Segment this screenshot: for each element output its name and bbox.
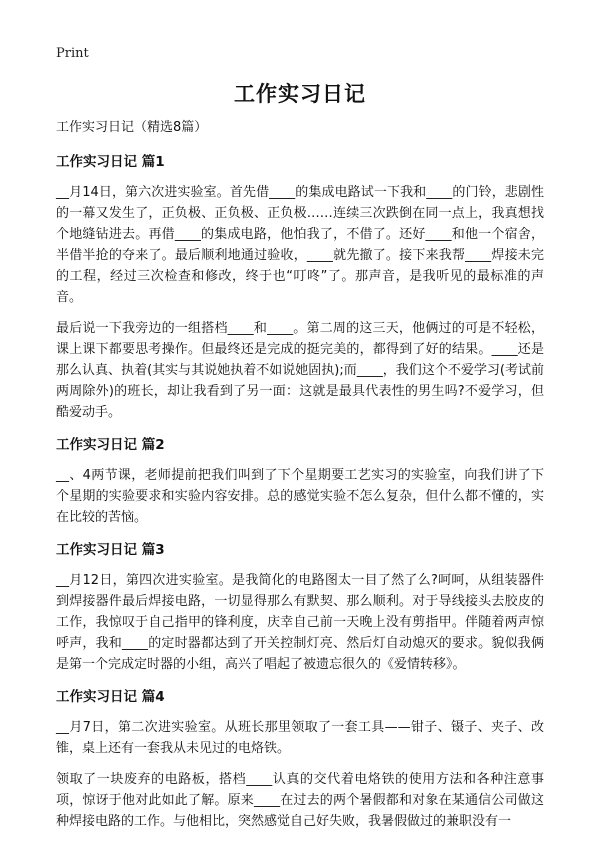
section-heading: 工作实习日记 篇4 [56,689,165,705]
document-subtitle: 工作实习日记（精选8篇） [56,120,208,135]
section-heading: 工作实习日记 篇2 [56,437,165,453]
section-heading: 工作实习日记 篇1 [56,154,165,170]
section-1 [56,152,544,423]
document-content [56,118,544,844]
paragraph: __、4两节课，老师提前把我们叫到了下个星期要工艺实习的实验室，向我们讲了下个星期的实验要求和实验内容安排。总的感觉实验不怎么复杂，但什么都不懂的，实在比较的苦恼。 [56,468,544,525]
section-heading: 工作实习日记 篇3 [56,542,165,558]
paragraph: __月14日，第六次进实验室。首先借____的集成电路试一下我和____的门铃，悲剧性的一幕又发生了，正负极、正负极、正负极……连续三次跌倒在同一点上，我真想找个地缝钻进去。再借____的集成电路，他怕我了，不借了。还好____和他一个宿舍，半借半抢的夺来了。最后顺利地通过验收，____就先撤了。接下来我帮____焊接未完的工程，经过三次检查和修改，终于也“叮咚”了。那声音，是我听见的最标准的声音。 [56,185,544,305]
section-2 [56,435,544,528]
print-label[interactable]: Print [56,46,89,61]
paragraph: 领取了一块废弃的电路板，搭档____认真的交代着电烙铁的使用方法和各种注意事项，惊讶于他对此如此了解。原来____在过去的两个暑假都和对象在某通信公司做这种焊接电路的工作。与他相比，突然感觉自己好失败，我暑假做过的兼职没有一 [56,772,544,829]
page-title: 工作实习日记 [234,82,366,106]
section-3 [56,540,544,675]
paragraph: __月7日，第二次进实验室。从班长那里领取了一套工具——钳子、镊子、夹子、改锥，桌上还有一套我从未见过的电烙铁。 [56,720,544,756]
paragraph: __月12日，第四次进实验室。是我简化的电路图太一目了然了么?呵呵，从组装器件到焊接器件最后焊接电路，一切显得那么有默契、那么顺利。对于导线接头去胶皮的工作，我惊叹于自己指甲的锋利度，庆幸自己前一天晚上没有剪指甲。伴随着两声惊呼声，我和____的定时器都达到了开关控制灯亮、然后灯自动熄灭的要求。貌似我俩是第一个完成定时器的小组，高兴了唱起了被遗忘很久的《爱情转移》。 [56,573,544,672]
paragraph: 最后说一下我旁边的一组搭档____和____。第二周的这三天，他俩过的可是不轻松，课上课下都要思考操作。但最终还是完成的挺完美的，都得到了好的结果。____还是那么认真、执着(其实与其说她执着不如说她固执);而____，我们这个不爱学习(考试前两周除外)的班长，却让我看到了另一面：这就是最具代表性的男生吗?不爱学习，但酷爱动手。 [56,321,544,420]
section-4 [56,687,544,832]
